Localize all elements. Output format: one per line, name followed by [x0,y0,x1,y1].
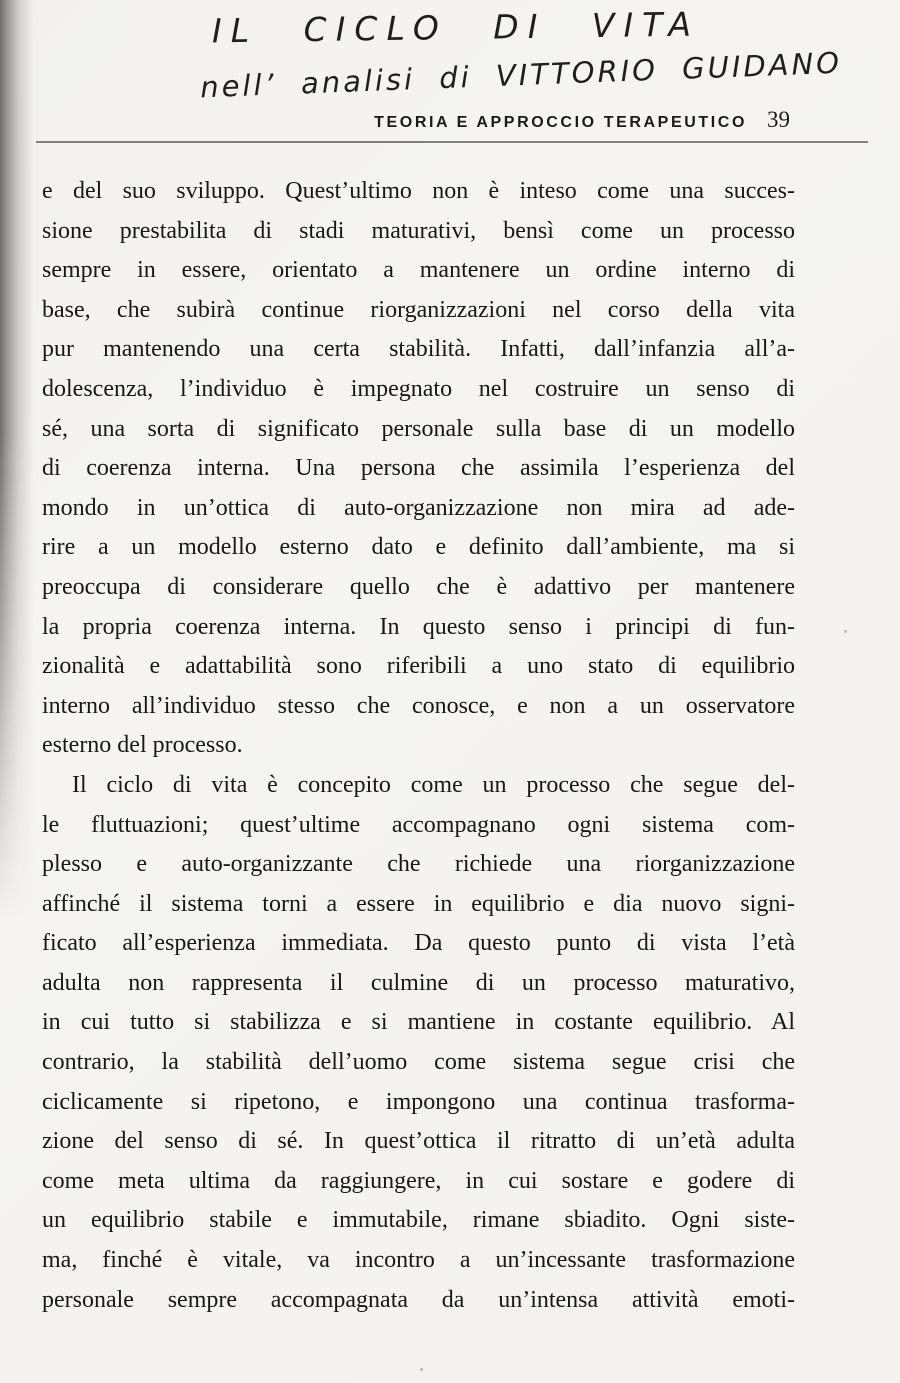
text-line: di coerenza interna. Una persona che assimila l’esperienza del [42,455,795,482]
text-line: un equilibrio stabile e immutabile, rimane sbiadito. Ogni siste- [42,1207,795,1234]
text-line: ciclicamente si ripetono, e impongono una continua trasforma- [42,1088,795,1115]
binding-shadow [0,0,34,968]
paragraph-1 [42,172,795,766]
header-rule [36,141,868,143]
text-line: personale sempre accompagnata da un’intensa attività emoti- [42,1286,795,1313]
text-line: le fluttuazioni; quest’ultime accompagnano ogni sistema com- [42,811,795,838]
scan-speck [844,630,847,633]
annotation-title-line: IL CICLO DI VITA [211,4,701,51]
text-line: ficato all’esperienza immediata. Da questo punto di vista l’età [42,930,795,957]
text-line: rire a un modello esterno dato e definito dall’ambiente, ma si [42,534,795,561]
text-line: plesso e auto-organizzante che richiede una riorganizzazione [42,851,795,878]
text-line: ma, finché è vitale, va incontro a un’incessante trasformazione [42,1247,795,1274]
text-line: adulta non rappresenta il culmine di un processo maturativo, [42,969,795,996]
text-line: zionalità e adattabilità sono riferibili a uno stato di equilibrio [42,653,795,680]
body-text [42,172,795,1320]
text-line: mondo in un’ottica di auto-organizzazione non mira ad ade- [42,494,795,521]
text-line: pur mantenendo una certa stabilità. Infatti, dall’infanzia all’a- [42,336,795,363]
text-line: interno all’individuo stesso che conosce, e non a un osservatore [42,692,795,719]
text-line: sempre in essere, orientato a mantenere un ordine interno di [42,257,795,284]
running-header [374,107,790,133]
text-line: zione del senso di sé. In quest’ottica il ritratto di un’età adulta [42,1128,795,1155]
scan-speck [420,1368,423,1371]
text-line: sione prestabilita di stadi maturativi, bensì come un processo [42,217,795,244]
header-title: TEORIA E APPROCCIO TERAPEUTICO [374,114,747,131]
text-line: preoccupa di considerare quello che è adattivo per mantenere [42,573,795,600]
text-line: come meta ultima da raggiungere, in cui sostare e godere di [42,1167,795,1194]
text-line: e del suo sviluppo. Quest’ultimo non è inteso come una succes- [42,178,795,204]
text-line: affinché il sistema torni a essere in equilibrio e dia nuovo signi- [42,890,795,917]
page-number: 39 [767,107,790,132]
text-line: sé, una sorta di significato personale sulla base di un modello [42,415,795,442]
text-line: Il ciclo di vita è concepito come un processo che segue del- [72,771,795,798]
paragraph-2 [42,766,795,1320]
text-line: in cui tutto si stabilizza e si mantiene in costante equilibrio. Al [42,1009,795,1036]
text-line: dolescenza, l’individuo è impegnato nel costruire un senso di [42,375,795,402]
annotation-subtitle-line: nell’ analisi di VITTORIO GUIDANO [199,45,843,105]
text-line: base, che subirà continue riorganizzazioni nel corso della vita [42,296,795,323]
text-line: contrario, la stabilità dell’uomo come sistema segue crisi che [42,1049,795,1076]
text-line: esterno del processo. [42,732,243,759]
text-line: la propria coerenza interna. In questo senso i principi di fun- [42,613,795,640]
